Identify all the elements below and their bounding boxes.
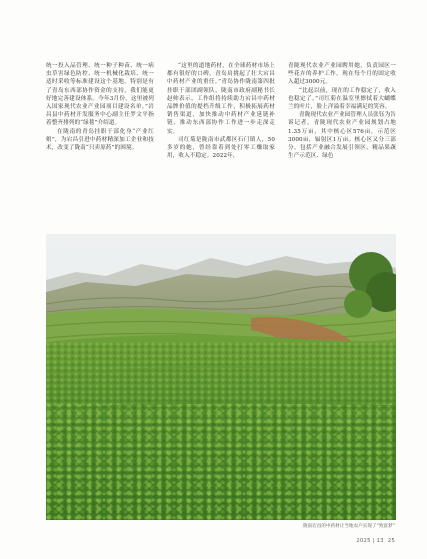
paragraph: 司红菊是陇南市武都区石门镇人，50多岁的她，曾经靠着到处打零工赚取家用，收入不稳定。2022年， <box>167 136 275 160</box>
issue-number: 2025 | 13 <box>356 538 384 544</box>
paragraph: 青陇现代农业产业园管理人员张钰为告诉记者，青陇现代农业产业园规划占地1.35万亩，其中核心区576亩，示范区3000亩，辐射区1万亩。核心区又分三部分，包括产业融合发展引领区、精品果蔬生产示范区、绿色 <box>288 112 396 160</box>
article-column-2 <box>167 62 275 160</box>
paragraph: “比起以前，现在的工作稳定了，收入也稳定了。”司红菊在温室里擦拭着大蝴蝶兰的叶片，脸上洋溢着幸福满足的笑容。 <box>288 87 396 111</box>
page-folio <box>356 538 395 544</box>
paragraph: “这里的道地药材，在全球药材市场上都有很好的口碑，青岛肩挑起了壮大宕昌中药材产业的重任。”青岛协作陇南第四批挂职干部团副领队、陇南市政府副秘书长赵帅表示，工作组将持续助力宕昌中药材品牌价值的提档升级工作，积极拓展药材销售渠道，加快推动中药材产业延链补链，推动东西部协作工作进一步走深走实。 <box>167 63 275 135</box>
article-column-1 <box>46 62 154 152</box>
paragraph: 统一投入品管理、统一种子种苗、统一病虫草害绿色防控、统一机械化栽培、统一适时采收等标准建设这个基地。特别是有了青岛东西部协作资金的支持，我们能更好地完善建设体系。今年3月份，这里被列入国家现代农业产业园项目建设名单。”岩昌县中药材开发服务中心副主任罗文平指着整齐排列的“绿毯”介绍道。 <box>46 63 154 127</box>
field-photo <box>46 234 396 520</box>
paragraph: 青陇现代农业产业园聘用她，负责园区一些花卉的养护工作，现在每个月的固定收入超过3000元。 <box>288 63 396 86</box>
photo-caption: 陇南宕昌的中药材让当地农户实现了“致富梦” <box>302 524 395 529</box>
paragraph: 在陇南的青岛挂职干部化身“产业红娘”，为宕昌引进中药材精深加工企业和技术，改变了陇南“只卖原药”的困境。 <box>46 128 154 152</box>
page-number: 25 <box>387 538 395 544</box>
article-column-3 <box>288 62 396 160</box>
